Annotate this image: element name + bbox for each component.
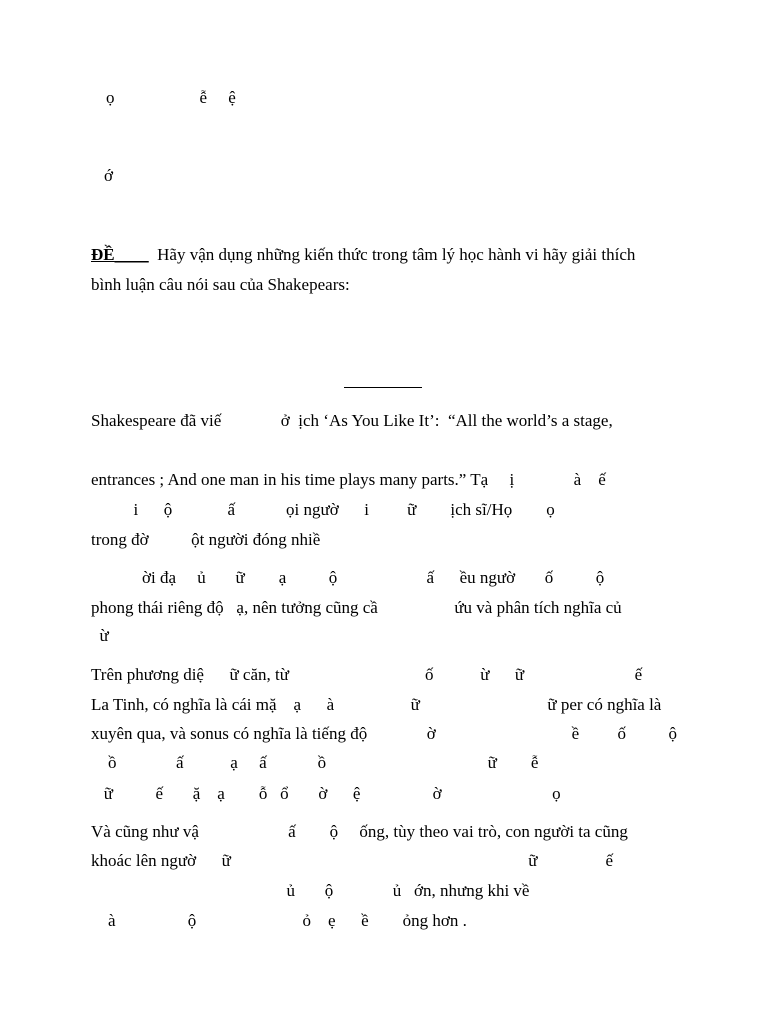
assignment-label: ĐỀ — [91, 245, 115, 264]
paragraph-5-line-1: Và cũng như vậ ấ ộ ống, tùy theo vai trò, con người ta cũng — [91, 822, 628, 841]
separator-rule — [344, 387, 422, 388]
paragraph-5-line-2: khoác lên ngườ ữ ữ ế — [91, 851, 614, 870]
paragraph-3-line-3: ừ — [91, 626, 109, 645]
paragraph-2-line-3: trong đờ ột người đóng nhiề — [91, 530, 321, 549]
paragraph-4-line-2: La Tinh, có nghĩa là cái mặ ạ à ữ ữ per có nghĩa là — [91, 695, 662, 714]
paragraph-2-line-2: i ộ ấ ọi ngườ i ữ ịch sĩ/Họ ọ — [91, 500, 555, 519]
header-fragment-line-2: ớ — [104, 166, 113, 185]
assignment-text-line-2: bình luận câu nói sau của Shakepears: — [91, 275, 350, 294]
paragraph-4-line-1: Trên phương diệ ữ căn, từ ố ừ ữ ế — [91, 665, 643, 684]
paragraph-5-line-3: ủ ộ ủ ớn, nhưng khi về — [91, 881, 530, 900]
paragraph-4-line-4: ồ ấ ạ ấ ồ ữ ễ — [91, 753, 539, 772]
paragraph-1-line-1: Shakespeare đã viế ở ịch ‘As You Like It’: “All the world’s a stage, — [91, 411, 613, 430]
paragraph-4-line-5: ữ ế ặ ạ ỗ ổ ờ ệ ờ ọ — [91, 784, 561, 803]
paragraph-4-line-3: xuyên qua, và sonus có nghĩa là tiếng độ ờ ề ố ộ — [91, 724, 677, 743]
assignment-label-blank: ____ — [114, 245, 149, 264]
paragraph-5-line-4: à ộ ỏ ẹ ề ỏng hơn . — [91, 911, 467, 930]
assignment-line-1 — [91, 245, 635, 265]
paragraph-3-line-1: ời đạ ủ ữ ạ ộ ấ ều ngườ ố ộ — [91, 568, 605, 587]
paragraph-3-line-2: phong thái riêng độ ạ, nên tưởng cũng cầ ứu và phân tích nghĩa củ — [91, 598, 622, 617]
header-fragment-line-1: ọ ễ ệ — [106, 88, 236, 107]
paragraph-2-line-1: entrances ; And one man in his time plays many parts.” Tạ ị à ế — [91, 470, 606, 489]
assignment-text-line-1: Hãy vận dụng những kiến thức trong tâm lý học hành vi hãy giải thích — [148, 245, 636, 264]
